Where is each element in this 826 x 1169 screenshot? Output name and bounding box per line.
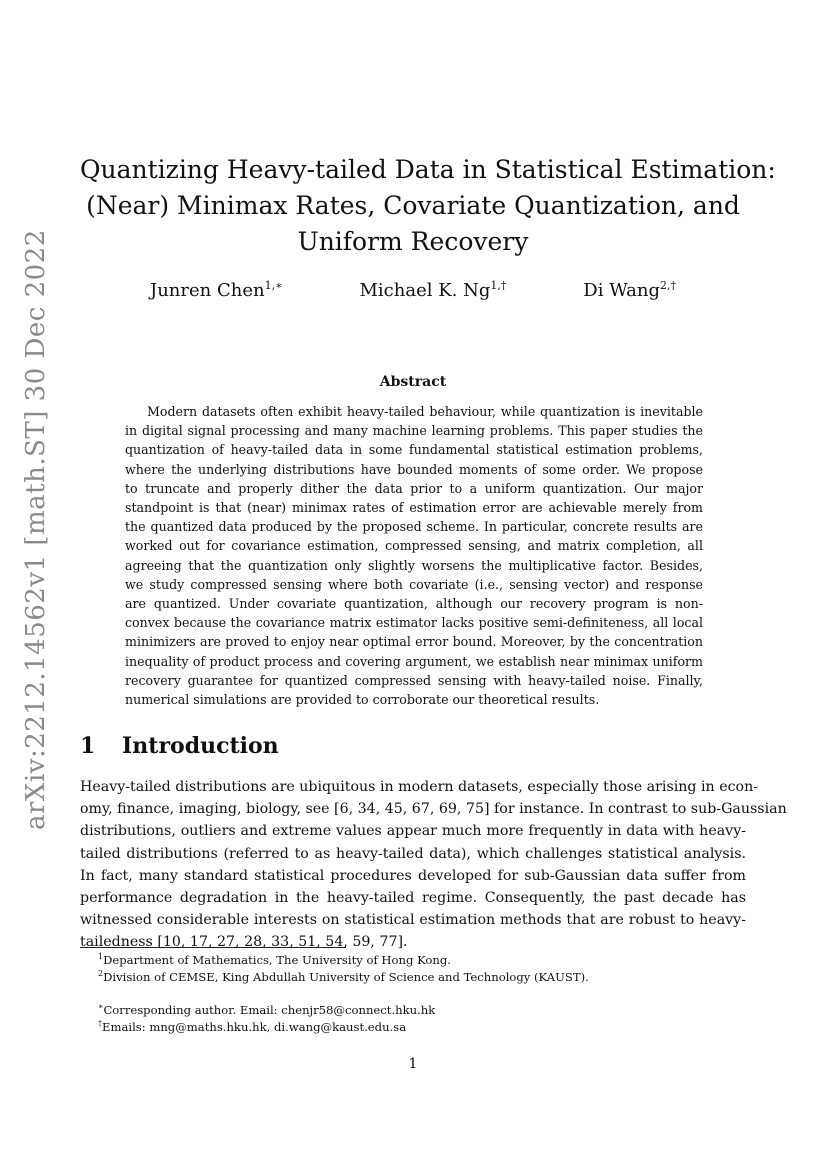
footnote — [98, 952, 738, 969]
author — [359, 278, 506, 308]
arxiv-identifier-stamp: arXiv:2212.14562v1 [math.ST] 30 Dec 2022 — [21, 229, 51, 830]
footnote-mark: 1 — [98, 952, 104, 962]
author-list — [150, 278, 676, 308]
footnote-text: Department of Mathematics, The University of Hong Kong. — [103, 953, 451, 967]
intro-line: omy, finance, imaging, biology, see [6, 34, 45, 67, 69, 75] for instance. In contrast to sub-Gaussian — [80, 801, 787, 818]
abstract-body — [125, 402, 703, 709]
paper-title — [80, 152, 776, 260]
abstract-line: recovery guarantee for quantized compressed sensing with heavy-tailed noise. Finally, — [125, 672, 703, 688]
author — [150, 278, 283, 308]
title-line: Quantizing Heavy-tailed Data in Statistical Estimation: — [80, 155, 776, 184]
footnote-mark: † — [98, 1019, 102, 1029]
abstract-line: standpoint is that (near) minimax rates of estimation error are achievable merely from — [125, 500, 703, 516]
introduction-paragraph — [80, 776, 787, 954]
footnote-text: Division of CEMSE, King Abdullah University of Science and Technology (KAUST). — [103, 970, 589, 984]
footnote-spacer — [98, 986, 738, 1002]
footnote — [98, 1019, 738, 1036]
footnote — [98, 969, 738, 986]
abstract-line: numerical simulations are provided to corroborate our theoretical results. — [125, 692, 600, 708]
abstract-line: Modern datasets often exhibit heavy-tailed behaviour, while quantization is inevitable — [147, 404, 703, 419]
author-name: Michael K. Ng — [359, 280, 491, 301]
page-number: 1 — [408, 1056, 418, 1072]
footnote-text: Corresponding author. Email: chenjr58@connect.hku.hk — [103, 1003, 436, 1017]
footnotes — [98, 952, 738, 1036]
intro-line: distributions, outliers and extreme values appear much more frequently in data with heavy- — [80, 823, 746, 840]
abstract-heading: Abstract — [379, 374, 447, 390]
footnote-mark: ∗ — [98, 1002, 104, 1012]
section-title: Introduction — [122, 733, 279, 759]
abstract-line: minimizers are proved to enjoy near optimal error bound. Moreover, by the concentration — [125, 634, 703, 650]
title-line: Uniform Recovery — [297, 227, 529, 256]
footnote-text: Emails: mng@maths.hku.hk, di.wang@kaust.edu.sa — [102, 1020, 407, 1034]
abstract-line: to truncate and properly dither the data prior to a uniform quantization. Our major — [125, 480, 703, 496]
abstract-line: worked out for covariance estimation, compressed sensing, and matrix completion, all — [125, 538, 703, 554]
abstract-line: convex because the covariance matrix estimator lacks positive semi-definiteness, all local — [125, 615, 703, 631]
abstract-line: inequality of product process and covering argument, we establish near minimax uniform — [125, 653, 703, 669]
author-affiliation-mark: 2,† — [659, 279, 676, 292]
intro-line: tailedness [10, 17, 27, 28, 33, 51, 54, 59, 77]. — [80, 934, 408, 951]
intro-line: In fact, many standard statistical procedures developed for sub-Gaussian data suffer from — [80, 867, 746, 884]
footnote-divider — [80, 947, 346, 948]
section-number: 1 — [80, 733, 96, 759]
author-affiliation-mark: 1,∗ — [264, 279, 283, 292]
abstract-line: in digital signal processing and many machine learning problems. This paper studies the — [125, 423, 703, 439]
author-name: Junren Chen — [150, 280, 265, 301]
author-name: Di Wang — [583, 280, 660, 301]
intro-line: performance degradation in the heavy-tailed regime. Consequently, the past decade has — [80, 890, 746, 907]
intro-line: tailed distributions (referred to as heavy-tailed data), which challenges statistical analysis. — [80, 845, 746, 862]
abstract-line: quantization of heavy-tailed data in some fundamental statistical estimation problems, — [125, 442, 703, 458]
abstract-line: where the underlying distributions have bounded moments of some order. We propose — [125, 461, 703, 477]
author — [583, 278, 676, 308]
title-line: (Near) Minimax Rates, Covariate Quantization, and — [86, 191, 740, 220]
intro-line: witnessed considerable interests on statistical estimation methods that are robust to heavy- — [80, 912, 746, 929]
footnote — [98, 1002, 738, 1019]
abstract-line: we study compressed sensing where both covariate (i.e., sensing vector) and response — [125, 576, 703, 592]
intro-line: Heavy-tailed distributions are ubiquitous in modern datasets, especially those arising in econ- — [80, 779, 759, 795]
author-affiliation-mark: 1,† — [490, 279, 507, 292]
footnote-mark: 2 — [98, 969, 104, 979]
section-heading — [80, 731, 279, 761]
abstract-line: agreeing that the quantization only slightly worsens the multiplicative factor. Besides, — [125, 557, 703, 573]
abstract-line: are quantized. Under covariate quantization, although our recovery program is non- — [125, 596, 703, 612]
abstract-line: the quantized data produced by the proposed scheme. In particular, concrete results are — [125, 519, 703, 535]
